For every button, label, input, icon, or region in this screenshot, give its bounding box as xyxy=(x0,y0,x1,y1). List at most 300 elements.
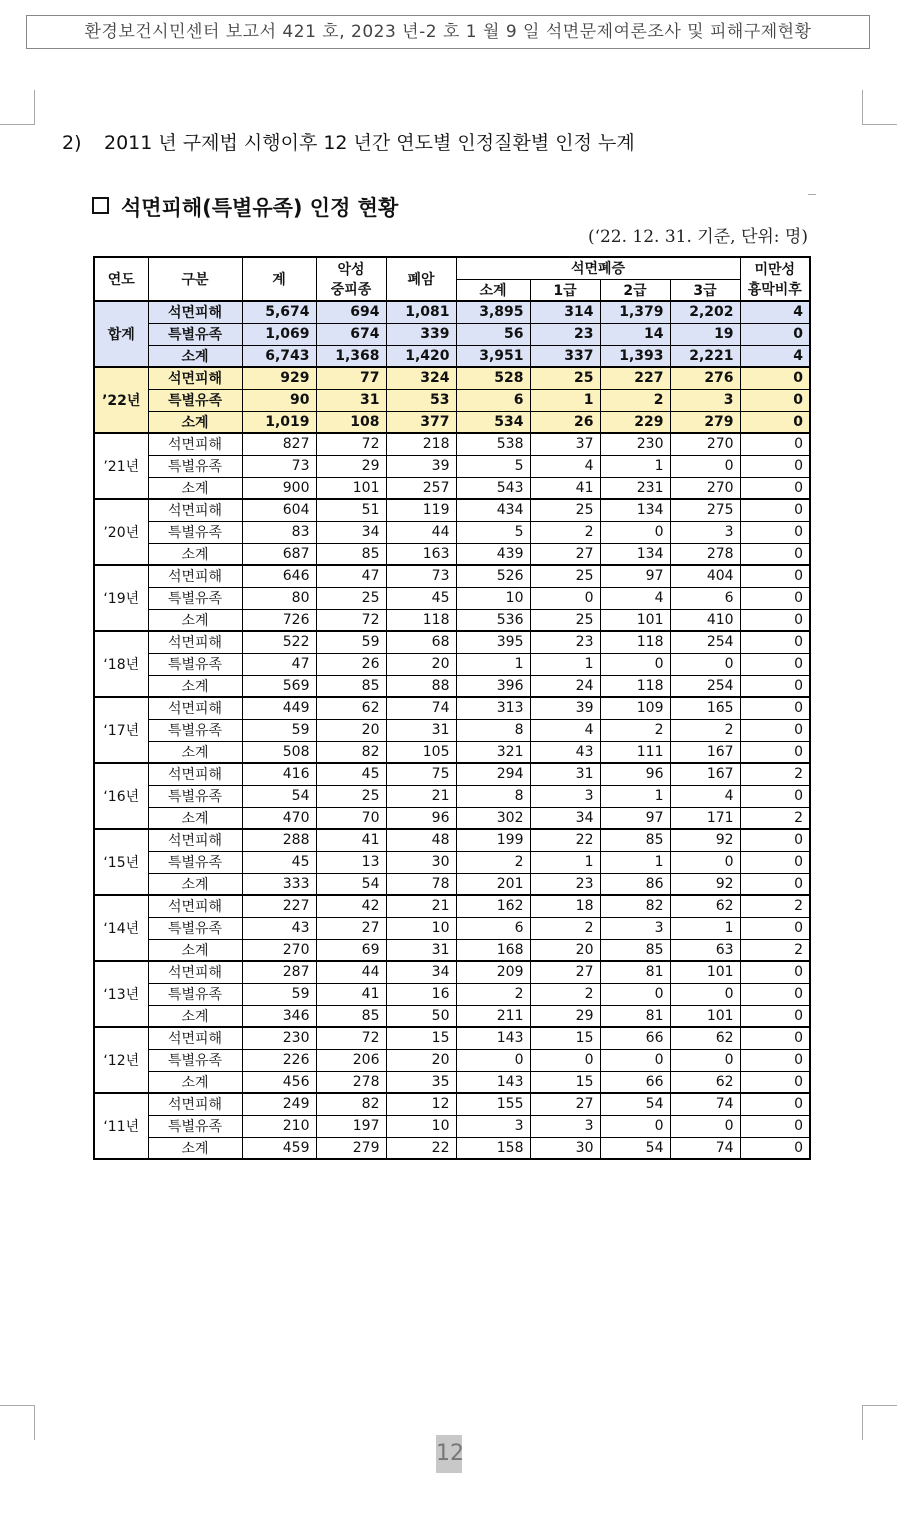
value-cell: 73 xyxy=(386,565,456,587)
table-row xyxy=(94,631,810,653)
value-cell: 163 xyxy=(386,543,456,565)
value-cell: 101 xyxy=(316,477,386,499)
value-cell: 1 xyxy=(530,851,600,873)
value-cell: 0 xyxy=(600,1115,670,1137)
value-cell: 14 xyxy=(600,323,670,345)
table-row xyxy=(94,1049,810,1071)
value-cell: 0 xyxy=(670,1049,740,1071)
value-cell: 158 xyxy=(456,1137,530,1159)
table-row xyxy=(94,455,810,477)
category-cell: 소계 xyxy=(148,1137,242,1159)
value-cell: 197 xyxy=(316,1115,386,1137)
value-cell: 54 xyxy=(600,1137,670,1159)
header-category: 구분 xyxy=(148,257,242,301)
table-row xyxy=(94,565,810,587)
value-cell: 6,743 xyxy=(242,345,316,367)
value-cell: 10 xyxy=(386,917,456,939)
value-cell: 2 xyxy=(456,851,530,873)
header-asbestosis-grade3: 3급 xyxy=(670,279,740,301)
value-cell: 20 xyxy=(386,1049,456,1071)
value-cell: 105 xyxy=(386,741,456,763)
table-row xyxy=(94,609,810,631)
value-cell: 0 xyxy=(740,565,810,587)
category-cell: 석면피해 xyxy=(148,499,242,521)
table-row xyxy=(94,719,810,741)
value-cell: 0 xyxy=(740,1049,810,1071)
value-cell: 206 xyxy=(316,1049,386,1071)
table-row xyxy=(94,939,810,961)
header-year: 연도 xyxy=(94,257,148,301)
value-cell: 16 xyxy=(386,983,456,1005)
value-cell: 31 xyxy=(530,763,600,785)
value-cell: 4 xyxy=(740,301,810,323)
value-cell: 143 xyxy=(456,1071,530,1093)
value-cell: 827 xyxy=(242,433,316,455)
category-cell: 석면피해 xyxy=(148,1093,242,1115)
value-cell: 25 xyxy=(316,785,386,807)
category-cell: 소계 xyxy=(148,411,242,433)
value-cell: 538 xyxy=(456,433,530,455)
value-cell: 346 xyxy=(242,1005,316,1027)
year-cell: ‘16년 xyxy=(94,763,148,829)
table-row xyxy=(94,1071,810,1093)
value-cell: 0 xyxy=(740,477,810,499)
page-number: 12 xyxy=(436,1435,462,1473)
value-cell: 0 xyxy=(740,1115,810,1137)
category-cell: 특별유족 xyxy=(148,719,242,741)
header-asbestosis-grade2: 2급 xyxy=(600,279,670,301)
value-cell: 96 xyxy=(600,763,670,785)
value-cell: 72 xyxy=(316,433,386,455)
table-title xyxy=(92,192,398,222)
value-cell: 199 xyxy=(456,829,530,851)
document-header: 환경보건시민센터 보고서 421 호, 2023 년-2 호 1 월 9 일 석면문제여론조사 및 피해구제현황 xyxy=(26,15,870,49)
table-row xyxy=(94,697,810,719)
value-cell: 4 xyxy=(530,719,600,741)
value-cell: 62 xyxy=(670,1027,740,1049)
value-cell: 0 xyxy=(740,851,810,873)
value-cell: 118 xyxy=(600,631,670,653)
value-cell: 3 xyxy=(670,521,740,543)
value-cell: 278 xyxy=(670,543,740,565)
value-cell: 101 xyxy=(670,1005,740,1027)
value-cell: 23 xyxy=(530,631,600,653)
value-cell: 25 xyxy=(530,565,600,587)
value-cell: 0 xyxy=(670,851,740,873)
category-cell: 특별유족 xyxy=(148,455,242,477)
value-cell: 4 xyxy=(670,785,740,807)
value-cell: 2 xyxy=(670,719,740,741)
value-cell: 74 xyxy=(670,1137,740,1159)
value-cell: 0 xyxy=(740,653,810,675)
value-cell: 35 xyxy=(386,1071,456,1093)
category-cell: 소계 xyxy=(148,873,242,895)
value-cell: 10 xyxy=(456,587,530,609)
value-cell: 63 xyxy=(670,939,740,961)
category-cell: 소계 xyxy=(148,477,242,499)
corner-tick xyxy=(808,194,816,195)
value-cell: 108 xyxy=(316,411,386,433)
header-total: 계 xyxy=(242,257,316,301)
value-cell: 15 xyxy=(386,1027,456,1049)
table-row xyxy=(94,961,810,983)
value-cell: 134 xyxy=(600,499,670,521)
value-cell: 8 xyxy=(456,719,530,741)
value-cell: 3,951 xyxy=(456,345,530,367)
category-cell: 소계 xyxy=(148,1071,242,1093)
value-cell: 75 xyxy=(386,763,456,785)
value-cell: 3 xyxy=(530,785,600,807)
value-cell: 2,221 xyxy=(670,345,740,367)
category-cell: 소계 xyxy=(148,345,242,367)
value-cell: 276 xyxy=(670,367,740,389)
value-cell: 22 xyxy=(530,829,600,851)
value-cell: 646 xyxy=(242,565,316,587)
value-cell: 167 xyxy=(670,741,740,763)
value-cell: 34 xyxy=(386,961,456,983)
value-cell: 0 xyxy=(740,1027,810,1049)
value-cell: 2,202 xyxy=(670,301,740,323)
value-cell: 85 xyxy=(600,939,670,961)
category-cell: 특별유족 xyxy=(148,983,242,1005)
value-cell: 2 xyxy=(740,807,810,829)
year-cell: 합계 xyxy=(94,301,148,367)
value-cell: 218 xyxy=(386,433,456,455)
value-cell: 278 xyxy=(316,1071,386,1093)
table-row xyxy=(94,741,810,763)
value-cell: 404 xyxy=(670,565,740,587)
value-cell: 101 xyxy=(600,609,670,631)
value-cell: 0 xyxy=(740,741,810,763)
table-row xyxy=(94,433,810,455)
value-cell: 2 xyxy=(740,939,810,961)
value-cell: 62 xyxy=(670,1071,740,1093)
value-cell: 97 xyxy=(600,807,670,829)
value-cell: 2 xyxy=(530,521,600,543)
header-asbestosis-grade1: 1급 xyxy=(530,279,600,301)
value-cell: 226 xyxy=(242,1049,316,1071)
value-cell: 92 xyxy=(670,829,740,851)
value-cell: 45 xyxy=(386,587,456,609)
category-cell: 특별유족 xyxy=(148,587,242,609)
value-cell: 109 xyxy=(600,697,670,719)
value-cell: 210 xyxy=(242,1115,316,1137)
value-cell: 23 xyxy=(530,873,600,895)
value-cell: 0 xyxy=(740,455,810,477)
table-row xyxy=(94,917,810,939)
category-cell: 석면피해 xyxy=(148,829,242,851)
year-cell: ’21년 xyxy=(94,433,148,499)
value-cell: 23 xyxy=(530,323,600,345)
value-cell: 0 xyxy=(740,697,810,719)
value-cell: 82 xyxy=(600,895,670,917)
value-cell: 96 xyxy=(386,807,456,829)
value-cell: 25 xyxy=(530,609,600,631)
value-cell: 10 xyxy=(386,1115,456,1137)
value-cell: 1 xyxy=(530,389,600,411)
value-cell: 34 xyxy=(316,521,386,543)
value-cell: 569 xyxy=(242,675,316,697)
table-row xyxy=(94,499,810,521)
value-cell: 118 xyxy=(386,609,456,631)
category-cell: 특별유족 xyxy=(148,1049,242,1071)
value-cell: 8 xyxy=(456,785,530,807)
value-cell: 4 xyxy=(740,345,810,367)
value-cell: 900 xyxy=(242,477,316,499)
value-cell: 0 xyxy=(600,1049,670,1071)
value-cell: 339 xyxy=(386,323,456,345)
value-cell: 0 xyxy=(456,1049,530,1071)
value-cell: 287 xyxy=(242,961,316,983)
value-cell: 54 xyxy=(242,785,316,807)
category-cell: 소계 xyxy=(148,609,242,631)
value-cell: 0 xyxy=(740,1093,810,1115)
value-cell: 434 xyxy=(456,499,530,521)
value-cell: 62 xyxy=(670,895,740,917)
value-cell: 73 xyxy=(242,455,316,477)
table-row xyxy=(94,367,810,389)
value-cell: 41 xyxy=(316,983,386,1005)
value-cell: 30 xyxy=(530,1137,600,1159)
value-cell: 34 xyxy=(530,807,600,829)
value-cell: 314 xyxy=(530,301,600,323)
table-row xyxy=(94,895,810,917)
value-cell: 0 xyxy=(740,521,810,543)
value-cell: 1 xyxy=(530,653,600,675)
value-cell: 59 xyxy=(316,631,386,653)
value-cell: 118 xyxy=(600,675,670,697)
value-cell: 22 xyxy=(386,1137,456,1159)
value-cell: 25 xyxy=(316,587,386,609)
value-cell: 41 xyxy=(530,477,600,499)
value-cell: 0 xyxy=(740,785,810,807)
value-cell: 85 xyxy=(316,1005,386,1027)
value-cell: 324 xyxy=(386,367,456,389)
value-cell: 1,069 xyxy=(242,323,316,345)
value-cell: 459 xyxy=(242,1137,316,1159)
value-cell: 0 xyxy=(670,653,740,675)
value-cell: 0 xyxy=(740,411,810,433)
value-cell: 279 xyxy=(670,411,740,433)
value-cell: 78 xyxy=(386,873,456,895)
value-cell: 377 xyxy=(386,411,456,433)
table-title-text: 석면피해(특별유족) 인정 현황 xyxy=(121,196,399,220)
category-cell: 소계 xyxy=(148,741,242,763)
value-cell: 2 xyxy=(456,983,530,1005)
value-cell: 0 xyxy=(740,675,810,697)
value-cell: 81 xyxy=(600,961,670,983)
value-cell: 288 xyxy=(242,829,316,851)
value-cell: 0 xyxy=(740,1137,810,1159)
value-cell: 0 xyxy=(600,653,670,675)
value-cell: 1,081 xyxy=(386,301,456,323)
value-cell: 1 xyxy=(456,653,530,675)
value-cell: 56 xyxy=(456,323,530,345)
crop-mark-top-left xyxy=(0,90,35,125)
value-cell: 59 xyxy=(242,983,316,1005)
value-cell: 528 xyxy=(456,367,530,389)
table-row xyxy=(94,543,810,565)
category-cell: 소계 xyxy=(148,807,242,829)
value-cell: 0 xyxy=(740,587,810,609)
value-cell: 47 xyxy=(316,565,386,587)
value-cell: 337 xyxy=(530,345,600,367)
value-cell: 74 xyxy=(670,1093,740,1115)
value-cell: 1,019 xyxy=(242,411,316,433)
category-cell: 소계 xyxy=(148,1005,242,1027)
value-cell: 165 xyxy=(670,697,740,719)
value-cell: 1 xyxy=(600,455,670,477)
value-cell: 321 xyxy=(456,741,530,763)
year-cell: ‘15년 xyxy=(94,829,148,895)
value-cell: 313 xyxy=(456,697,530,719)
year-cell: ‘14년 xyxy=(94,895,148,961)
section-number: 2) xyxy=(62,132,82,154)
value-cell: 82 xyxy=(316,741,386,763)
table-row xyxy=(94,411,810,433)
table-row xyxy=(94,851,810,873)
category-cell: 석면피해 xyxy=(148,961,242,983)
value-cell: 74 xyxy=(386,697,456,719)
value-cell: 470 xyxy=(242,807,316,829)
value-cell: 2 xyxy=(740,763,810,785)
value-cell: 526 xyxy=(456,565,530,587)
table-row xyxy=(94,829,810,851)
category-cell: 소계 xyxy=(148,543,242,565)
year-cell: ‘11년 xyxy=(94,1093,148,1159)
value-cell: 0 xyxy=(740,499,810,521)
value-cell: 143 xyxy=(456,1027,530,1049)
value-cell: 1,379 xyxy=(600,301,670,323)
value-cell: 0 xyxy=(740,829,810,851)
value-cell: 0 xyxy=(740,719,810,741)
value-cell: 1,393 xyxy=(600,345,670,367)
value-cell: 47 xyxy=(242,653,316,675)
value-cell: 209 xyxy=(456,961,530,983)
value-cell: 0 xyxy=(740,389,810,411)
value-cell: 6 xyxy=(456,917,530,939)
value-cell: 70 xyxy=(316,807,386,829)
value-cell: 85 xyxy=(316,543,386,565)
year-cell: ‘19년 xyxy=(94,565,148,631)
value-cell: 3,895 xyxy=(456,301,530,323)
value-cell: 53 xyxy=(386,389,456,411)
value-cell: 62 xyxy=(316,697,386,719)
value-cell: 0 xyxy=(740,917,810,939)
value-cell: 31 xyxy=(386,719,456,741)
value-cell: 1,368 xyxy=(316,345,386,367)
value-cell: 29 xyxy=(316,455,386,477)
value-cell: 162 xyxy=(456,895,530,917)
value-cell: 0 xyxy=(670,455,740,477)
value-cell: 27 xyxy=(530,1093,600,1115)
table-row xyxy=(94,389,810,411)
table-row xyxy=(94,323,810,345)
value-cell: 45 xyxy=(316,763,386,785)
table-row xyxy=(94,653,810,675)
category-cell: 석면피해 xyxy=(148,763,242,785)
category-cell: 석면피해 xyxy=(148,367,242,389)
value-cell: 12 xyxy=(386,1093,456,1115)
value-cell: 18 xyxy=(530,895,600,917)
table-row xyxy=(94,807,810,829)
year-cell: ’22년 xyxy=(94,367,148,433)
value-cell: 0 xyxy=(530,587,600,609)
value-cell: 726 xyxy=(242,609,316,631)
value-cell: 27 xyxy=(530,961,600,983)
value-cell: 72 xyxy=(316,609,386,631)
value-cell: 0 xyxy=(740,609,810,631)
value-cell: 42 xyxy=(316,895,386,917)
value-cell: 59 xyxy=(242,719,316,741)
value-cell: 51 xyxy=(316,499,386,521)
value-cell: 72 xyxy=(316,1027,386,1049)
value-cell: 155 xyxy=(456,1093,530,1115)
table-row xyxy=(94,983,810,1005)
value-cell: 254 xyxy=(670,631,740,653)
value-cell: 0 xyxy=(740,961,810,983)
value-cell: 0 xyxy=(600,521,670,543)
value-cell: 230 xyxy=(600,433,670,455)
value-cell: 1 xyxy=(600,851,670,873)
value-cell: 44 xyxy=(386,521,456,543)
checkbox-bullet-icon xyxy=(92,197,109,214)
value-cell: 2 xyxy=(600,389,670,411)
value-cell: 0 xyxy=(740,433,810,455)
value-cell: 534 xyxy=(456,411,530,433)
category-cell: 특별유족 xyxy=(148,1115,242,1137)
year-cell: ‘12년 xyxy=(94,1027,148,1093)
value-cell: 54 xyxy=(600,1093,670,1115)
table-row xyxy=(94,345,810,367)
value-cell: 119 xyxy=(386,499,456,521)
table-row xyxy=(94,1093,810,1115)
table-row xyxy=(94,521,810,543)
value-cell: 257 xyxy=(386,477,456,499)
value-cell: 604 xyxy=(242,499,316,521)
value-cell: 0 xyxy=(740,1005,810,1027)
value-cell: 4 xyxy=(600,587,670,609)
value-cell: 77 xyxy=(316,367,386,389)
value-cell: 26 xyxy=(316,653,386,675)
table-row xyxy=(94,675,810,697)
value-cell: 20 xyxy=(530,939,600,961)
category-cell: 특별유족 xyxy=(148,917,242,939)
category-cell: 소계 xyxy=(148,675,242,697)
value-cell: 3 xyxy=(670,389,740,411)
value-cell: 2 xyxy=(600,719,670,741)
value-cell: 21 xyxy=(386,785,456,807)
value-cell: 13 xyxy=(316,851,386,873)
value-cell: 522 xyxy=(242,631,316,653)
year-cell: ‘13년 xyxy=(94,961,148,1027)
value-cell: 25 xyxy=(530,367,600,389)
value-cell: 66 xyxy=(600,1027,670,1049)
value-cell: 29 xyxy=(530,1005,600,1027)
value-cell: 3 xyxy=(600,917,670,939)
value-cell: 0 xyxy=(740,543,810,565)
value-cell: 90 xyxy=(242,389,316,411)
table-row xyxy=(94,1115,810,1137)
table-row xyxy=(94,301,810,323)
header-mesothelioma: 악성 중피종 xyxy=(316,257,386,301)
value-cell: 929 xyxy=(242,367,316,389)
year-cell: ‘18년 xyxy=(94,631,148,697)
value-cell: 31 xyxy=(386,939,456,961)
value-cell: 45 xyxy=(242,851,316,873)
value-cell: 270 xyxy=(670,433,740,455)
value-cell: 410 xyxy=(670,609,740,631)
